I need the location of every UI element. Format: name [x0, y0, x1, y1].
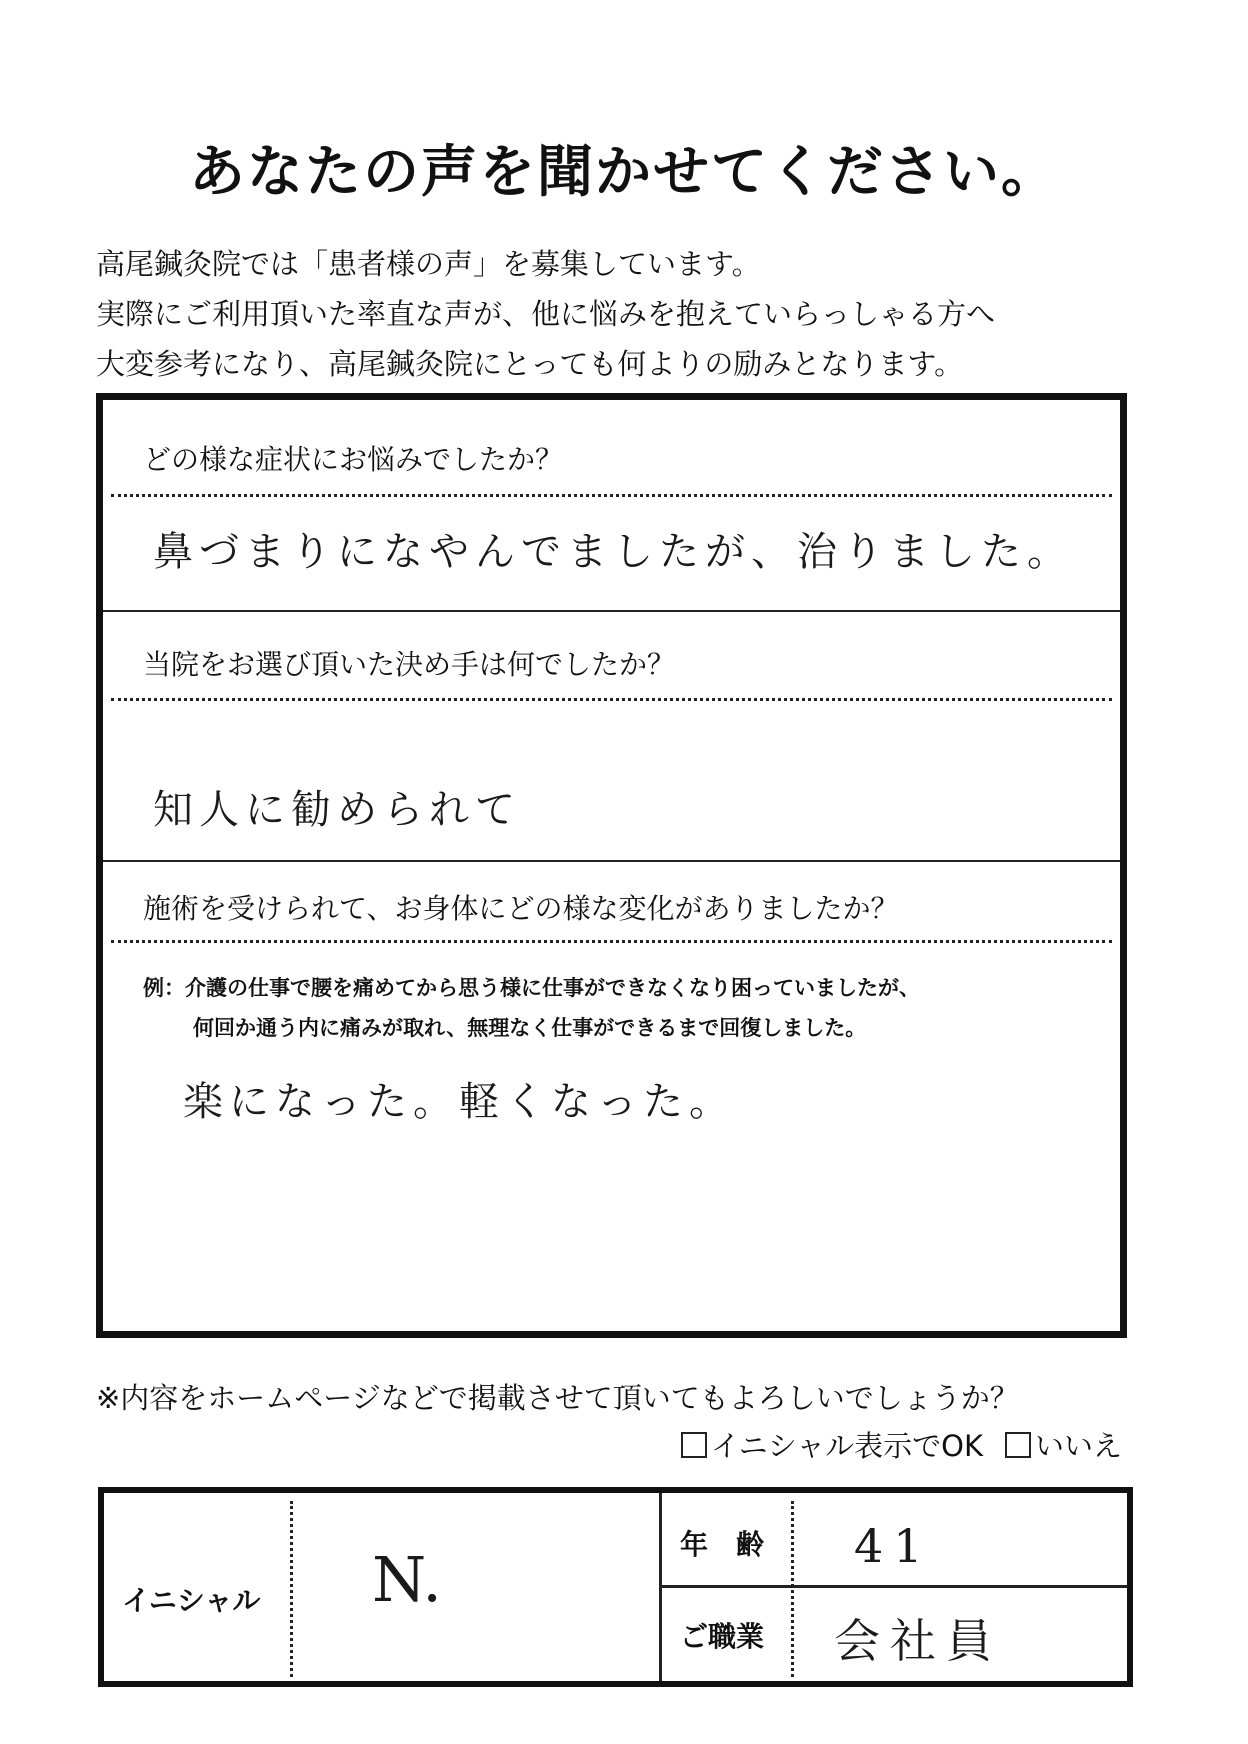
answer-reason: 知人に勧められて — [153, 787, 521, 833]
option-initial-label: イニシャル表示でOK — [710, 1429, 983, 1463]
permission-options — [667, 1424, 1122, 1465]
info-table — [98, 1487, 1133, 1687]
answer-symptoms: 鼻づまりになやんでましたが、治りました。 — [153, 529, 1073, 575]
option-no-label: いいえ — [1034, 1429, 1122, 1463]
dotted-divider — [111, 940, 1112, 943]
section-divider — [103, 860, 1120, 862]
answer-change: 楽になった。軽くなった。 — [183, 1079, 735, 1125]
job-label: ご職業 — [680, 1620, 765, 1653]
permission-question: ※内容をホームページなどで掲載させて頂いてもよろしいでしょうか？ — [96, 1381, 1019, 1415]
checkbox-initial[interactable] — [681, 1432, 707, 1458]
example-line-2: 何回か通う内に痛みが取れ、無理なく仕事ができるまで回復しました。 — [193, 1016, 867, 1040]
intro-line-3: 大変参考になり、高尾鍼灸院にとっても何よりの励みとなります。 — [96, 347, 964, 381]
option-initial[interactable] — [681, 1424, 983, 1465]
job-value: 会社員 — [834, 1614, 1002, 1668]
question-symptoms: どの様な症状にお悩みでしたか？ — [143, 443, 564, 476]
dotted-divider — [791, 1501, 794, 1677]
question-reason: 当院をお選び頂いた決め手は何でしたか？ — [143, 648, 676, 681]
dotted-divider — [111, 698, 1112, 701]
section-divider — [103, 610, 1120, 612]
dotted-divider — [111, 494, 1112, 497]
initial-value: N. — [372, 1543, 442, 1616]
page-title: あなたの声を聞かせてください。 — [189, 140, 1059, 205]
question-change: 施術を受けられて、お身体にどの様な変化がありましたか？ — [143, 892, 899, 925]
row-divider — [659, 1585, 1127, 1588]
example-line-1: 例：介護の仕事で腰を痛めてから思う様に仕事ができなくなり困っていましたが、 — [143, 976, 920, 1000]
intro-line-1: 高尾鍼灸院では「患者様の声」を募集しています。 — [96, 247, 761, 281]
survey-frame — [96, 393, 1127, 1338]
initial-label: イニシャル — [122, 1584, 261, 1617]
age-value: 41 — [854, 1519, 933, 1573]
checkbox-no[interactable] — [1005, 1432, 1031, 1458]
age-label: 年 齢 — [680, 1528, 765, 1561]
intro-line-2: 実際にご利用頂いた率直な声が、他に悩みを抱えていらっしゃる方へ — [96, 297, 996, 331]
option-no[interactable] — [1005, 1424, 1122, 1465]
dotted-divider — [290, 1501, 293, 1677]
